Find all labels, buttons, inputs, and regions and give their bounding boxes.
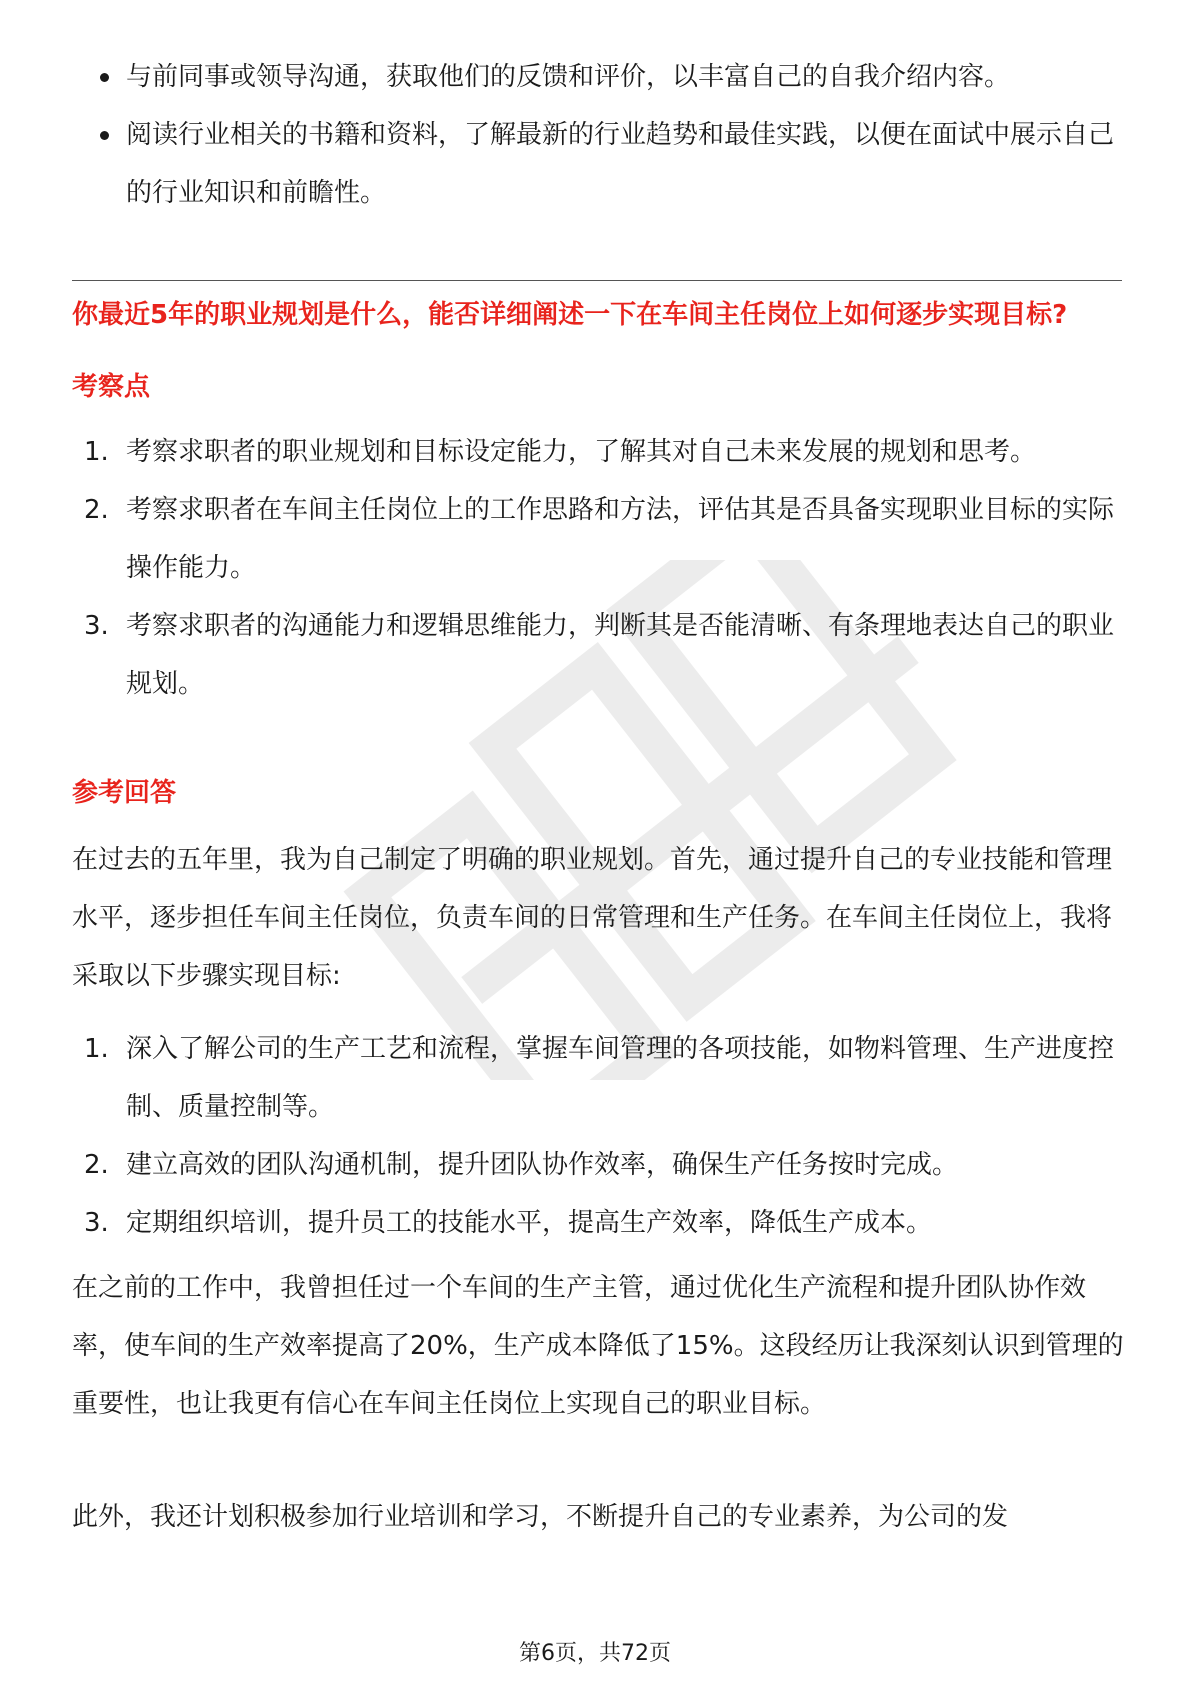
list-text: 建立高效的团队沟通机制，提升团队协作效率，确保生产任务按时完成。 — [126, 1150, 959, 1180]
list-item — [84, 1136, 1124, 1194]
list-number: 1. — [84, 437, 109, 467]
top-bullet-list — [92, 48, 1122, 222]
list-item — [84, 1020, 1124, 1136]
list-text: 考察求职者在车间主任岗位上的工作思路和方法，评估其是否具备实现职业目标的实际操作能力。 — [126, 495, 1115, 583]
answer-experience: 在之前的工作中，我曾担任过一个车间的生产主管，通过优化生产流程和提升团队协作效率，使车间的生产效率提高了20%，生产成本降低了15%。这段经历让我深刻认识到管理的重要性，也让我更有信心在车间主任岗位上实现自己的职业目标。 — [72, 1273, 1124, 1419]
list-item — [92, 106, 1122, 222]
answer-more: 此外，我还计划积极参加行业培训和学习，不断提升自己的专业素养，为公司的发 — [72, 1502, 1009, 1532]
answer-heading: 参考回答 — [72, 778, 177, 808]
list-item — [92, 48, 1122, 106]
list-number: 1. — [84, 1034, 109, 1064]
list-text: 深入了解公司的生产工艺和流程，掌握车间管理的各项技能，如物料管理、生产进度控制、质量控制等。 — [126, 1034, 1115, 1122]
answer-intro: 在过去的五年里，我为自己制定了明确的职业规划。首先，通过提升自己的专业技能和管理水平，逐步担任车间主任岗位，负责车间的日常管理和生产任务。在车间主任岗位上，我将采取以下步骤实现目标: — [72, 845, 1113, 991]
question-title: 你最近5年的职业规划是什么，能否详细阐述一下在车间主任岗位上如何逐步实现目标? — [72, 300, 1068, 330]
list-text: 定期组织培训，提升员工的技能水平，提高生产效率，降低生产成本。 — [126, 1208, 933, 1238]
bullet-icon — [100, 131, 109, 140]
bullet-icon — [100, 73, 109, 82]
section-divider — [72, 280, 1122, 281]
assessment-heading: 考察点 — [72, 372, 151, 402]
list-text: 考察求职者的沟通能力和逻辑思维能力，判断其是否能清晰、有条理地表达自己的职业规划。 — [126, 611, 1115, 699]
list-number: 3. — [84, 1208, 109, 1238]
list-number: 2. — [84, 1150, 109, 1180]
bullet-text: 阅读行业相关的书籍和资料，了解最新的行业趋势和最佳实践，以便在面试中展示自己的行业知识和前瞻性。 — [126, 120, 1115, 208]
list-number: 3. — [84, 611, 109, 641]
assessment-list — [84, 423, 1124, 713]
list-item — [84, 481, 1124, 597]
list-item — [84, 597, 1124, 713]
list-number: 2. — [84, 495, 109, 525]
page-footer: 第6页，共72页 — [519, 1641, 671, 1666]
list-item — [84, 423, 1124, 481]
answer-steps-list — [84, 1020, 1124, 1252]
bullet-text: 与前同事或领导沟通，获取他们的反馈和评价，以丰富自己的自我介绍内容。 — [126, 62, 1011, 92]
list-item — [84, 1194, 1124, 1252]
list-text: 考察求职者的职业规划和目标设定能力，了解其对自己未来发展的规划和思考。 — [126, 437, 1037, 467]
